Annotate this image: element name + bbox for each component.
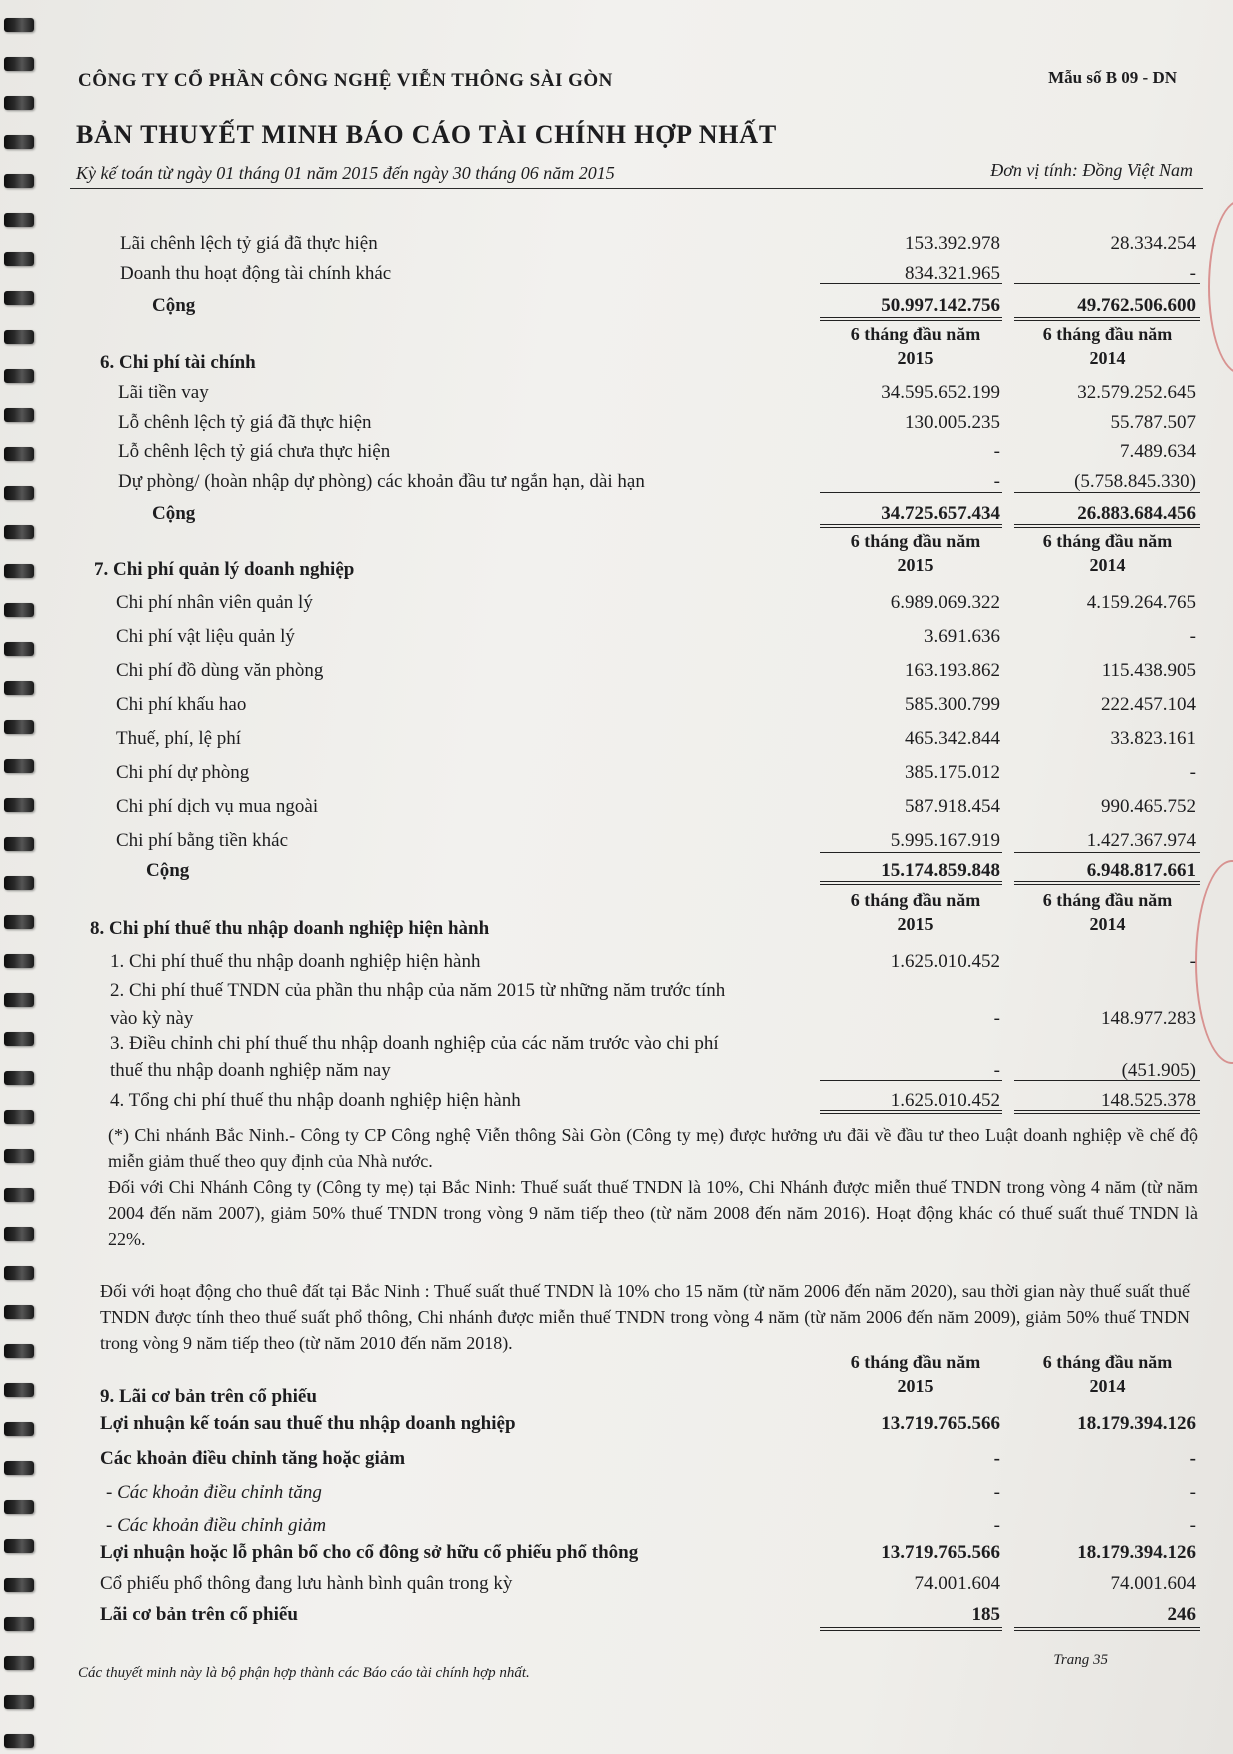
section-title: 6. Chi phí tài chính [100,352,256,373]
table-row: Lợi nhuận kế toán sau thuế thu nhập doanh nghiệp 13.719.765.566 18.179.394.126 [100,1413,1196,1434]
binding-ring [4,135,34,149]
subtotal-rule [1014,852,1200,853]
column-header-2014: 6 tháng đầu năm 2014 [1042,890,1173,934]
table-row: 1. Chi phí thuế thu nhập doanh nghiệp hiện hành 1.625.010.452 - [110,951,1196,972]
reporting-period: Kỳ kế toán từ ngày 01 tháng 01 năm 2015 đến ngày 30 tháng 06 năm 2015 [76,163,615,183]
binding-ring [4,1695,34,1709]
column-header-2015: 6 tháng đầu năm 2015 [850,531,981,575]
binding-ring [4,1227,34,1241]
binding-ring [4,1734,34,1748]
total-rule [820,317,1002,321]
footer-note: Các thuyết minh này là bộ phận hợp thành các Báo cáo tài chính hợp nhất. [78,1665,530,1681]
total-row: 4. Tổng chi phí thuế thu nhập doanh nghiệp hiện hành 1.625.010.452 148.525.378 [110,1090,1196,1111]
form-number: Mẫu số B 09 - DN [1048,68,1177,87]
binding-ring [4,1344,34,1358]
total-rule [1014,317,1200,321]
table-row: 2. Chi phí thuế TNDN của phần thu nhập của năm 2015 từ những năm trước tính [110,980,726,1001]
table-row: Doanh thu hoạt động tài chính khác 834.321.965 - [120,263,1196,284]
subtotal-rule [820,852,1002,853]
currency-unit: Đơn vị tính: Đồng Việt Nam [990,160,1193,180]
column-header-2014: 6 tháng đầu năm 2014 [1042,324,1173,368]
table-row: Lãi tiền vay 34.595.652.199 32.579.252.645 [118,382,1196,403]
total-rule [820,1110,1002,1114]
report-title: BẢN THUYẾT MINH BÁO CÁO TÀI CHÍNH HỢP NHẤT [76,120,778,149]
subtotal-rule [1014,492,1200,493]
header-rule [70,188,1203,189]
section-title: 7. Chi phí quản lý doanh nghiệp [94,559,355,580]
table-row: Chi phí bằng tiền khác 5.995.167.919 1.427.367.974 [116,830,1196,851]
subtotal-rule [820,492,1002,493]
table-row: Chi phí vật liệu quản lý 3.691.636 - [116,626,1196,647]
section-title: 8. Chi phí thuế thu nhập doanh nghiệp hiện hành [90,918,490,939]
total-rule [820,881,1002,885]
section-title: 9. Lãi cơ bản trên cổ phiếu [100,1386,317,1407]
column-header-2015: 6 tháng đầu năm 2015 [850,324,981,368]
table-row: Chi phí nhân viên quản lý 6.989.069.322 4.159.264.765 [116,592,1196,613]
subtotal-rule [1014,1080,1200,1081]
table-row: Lỗ chênh lệch tỷ giá đã thực hiện 130.005.235 55.787.507 [118,412,1196,433]
binding-ring [4,1149,34,1163]
table-row: Cổ phiếu phổ thông đang lưu hành bình quân trong kỳ 74.001.604 74.001.604 [100,1573,1196,1594]
binding-ring [4,213,34,227]
column-header-2015: 6 tháng đầu năm 2015 [850,1352,981,1396]
binding-ring [4,1305,34,1319]
table-row: Chi phí dịch vụ mua ngoài 587.918.454 990.465.752 [116,796,1196,817]
table-row: 3. Điều chỉnh chi phí thuế thu nhập doanh nghiệp của các năm trước vào chi phí [110,1033,719,1054]
total-rule [1014,1110,1200,1114]
total-rule [820,524,1002,528]
company-name: CÔNG TY CỔ PHẦN CÔNG NGHỆ VIỄN THÔNG SÀI GÒN [78,70,613,91]
total-rule [820,1627,1002,1631]
table-row: Dự phòng/ (hoàn nhập dự phòng) các khoản đầu tư ngắn hạn, dài hạn - (5.758.845.330) [118,471,1196,492]
binding-ring [4,174,34,188]
subtotal-rule [820,283,1002,284]
table-row: - Các khoản điều chỉnh tăng - - [106,1482,1196,1503]
total-rule [1014,1627,1200,1631]
table-row: Lỗ chênh lệch tỷ giá chưa thực hiện - 7.489.634 [118,441,1196,462]
total-row: Lãi cơ bản trên cổ phiếu 185 246 [100,1604,1196,1625]
table-row: Thuế, phí, lệ phí 465.342.844 33.823.161 [116,728,1196,749]
note-paragraph: Đối với Chi Nhánh Công ty (Công ty mẹ) tại Bắc Ninh: Thuế suất thuế TNDN là 10%, Chi Nhánh được miễn thuế TNDN trong vòng 4 năm (từ năm 2004 đến năm 2007), giảm 50% thuế TNDN trong vòng 9 năm tiếp theo (từ năm 2008 đến năm 2016). Hoạt động khác có thuế suất thuế TNDN là 22%. [108,1177,1198,1249]
binding-ring [4,18,34,32]
total-rule [1014,524,1200,528]
note-paragraph: Đối với hoạt động cho thuê đất tại Bắc Ninh : Thuế suất thuế TNDN là 10% cho 15 năm (từ năm 2006 đến năm 2020), sau thời gian này thuế suất thuế TNDN được tính theo thuế suất phổ thông, Chi nhánh được miễn thuế TNDN trong vòng 4 năm (từ năm 2006 đến năm 2009), giảm 50% thuế TNDN trong vòng 9 năm tiếp theo (từ năm 2010 đến năm 2018). [100,1281,1190,1353]
table-row: Lợi nhuận hoặc lỗ phân bổ cho cổ đông sở hữu cổ phiếu phổ thông 13.719.765.566 18.179.394.126 [100,1542,1196,1563]
binding-ring [4,330,34,344]
column-header-2015: 6 tháng đầu năm 2015 [850,890,981,934]
binding-ring [4,96,34,110]
table-row: Các khoản điều chỉnh tăng hoặc giảm - - [100,1448,1196,1469]
binding-ring [4,1266,34,1280]
table-row: vào kỳ này - 148.977.283 [110,1008,1196,1029]
total-row: Cộng 50.997.142.756 49.762.506.600 [152,295,1196,316]
table-row: thuế thu nhập doanh nghiệp năm nay - (451.905) [110,1060,1196,1081]
table-row: Chi phí dự phòng 385.175.012 - [116,762,1196,783]
table-row: Chi phí đồ dùng văn phòng 163.193.862 115.438.905 [116,660,1196,681]
total-row: Cộng 34.725.657.434 26.883.684.456 [152,503,1196,524]
column-header-2014: 6 tháng đầu năm 2014 [1042,1352,1173,1396]
table-row: Lãi chênh lệch tỷ giá đã thực hiện 153.392.978 28.334.254 [120,233,1196,254]
binding-ring [4,1188,34,1202]
total-row: Cộng 15.174.859.848 6.948.817.661 [146,860,1196,881]
table-row: Chi phí khấu hao 585.300.799 222.457.104 [116,694,1196,715]
subtotal-rule [1014,283,1200,284]
subtotal-rule [820,1080,1002,1081]
binding-ring [4,1656,34,1670]
note-paragraph: (*) Chi nhánh Bắc Ninh.- Công ty CP Công nghệ Viễn thông Sài Gòn (Công ty mẹ) được hưởng ưu đãi về đầu tư theo Luật doanh nghiệp về chế độ miễn giảm thuế theo quy định của Nhà nước. [108,1125,1198,1171]
column-header-2014: 6 tháng đầu năm 2014 [1042,531,1173,575]
binding-ring [4,57,34,71]
table-row: - Các khoản điều chỉnh giảm - - [106,1515,1196,1536]
total-rule [1014,881,1200,885]
page-number: Trang 35 [1053,1652,1108,1668]
